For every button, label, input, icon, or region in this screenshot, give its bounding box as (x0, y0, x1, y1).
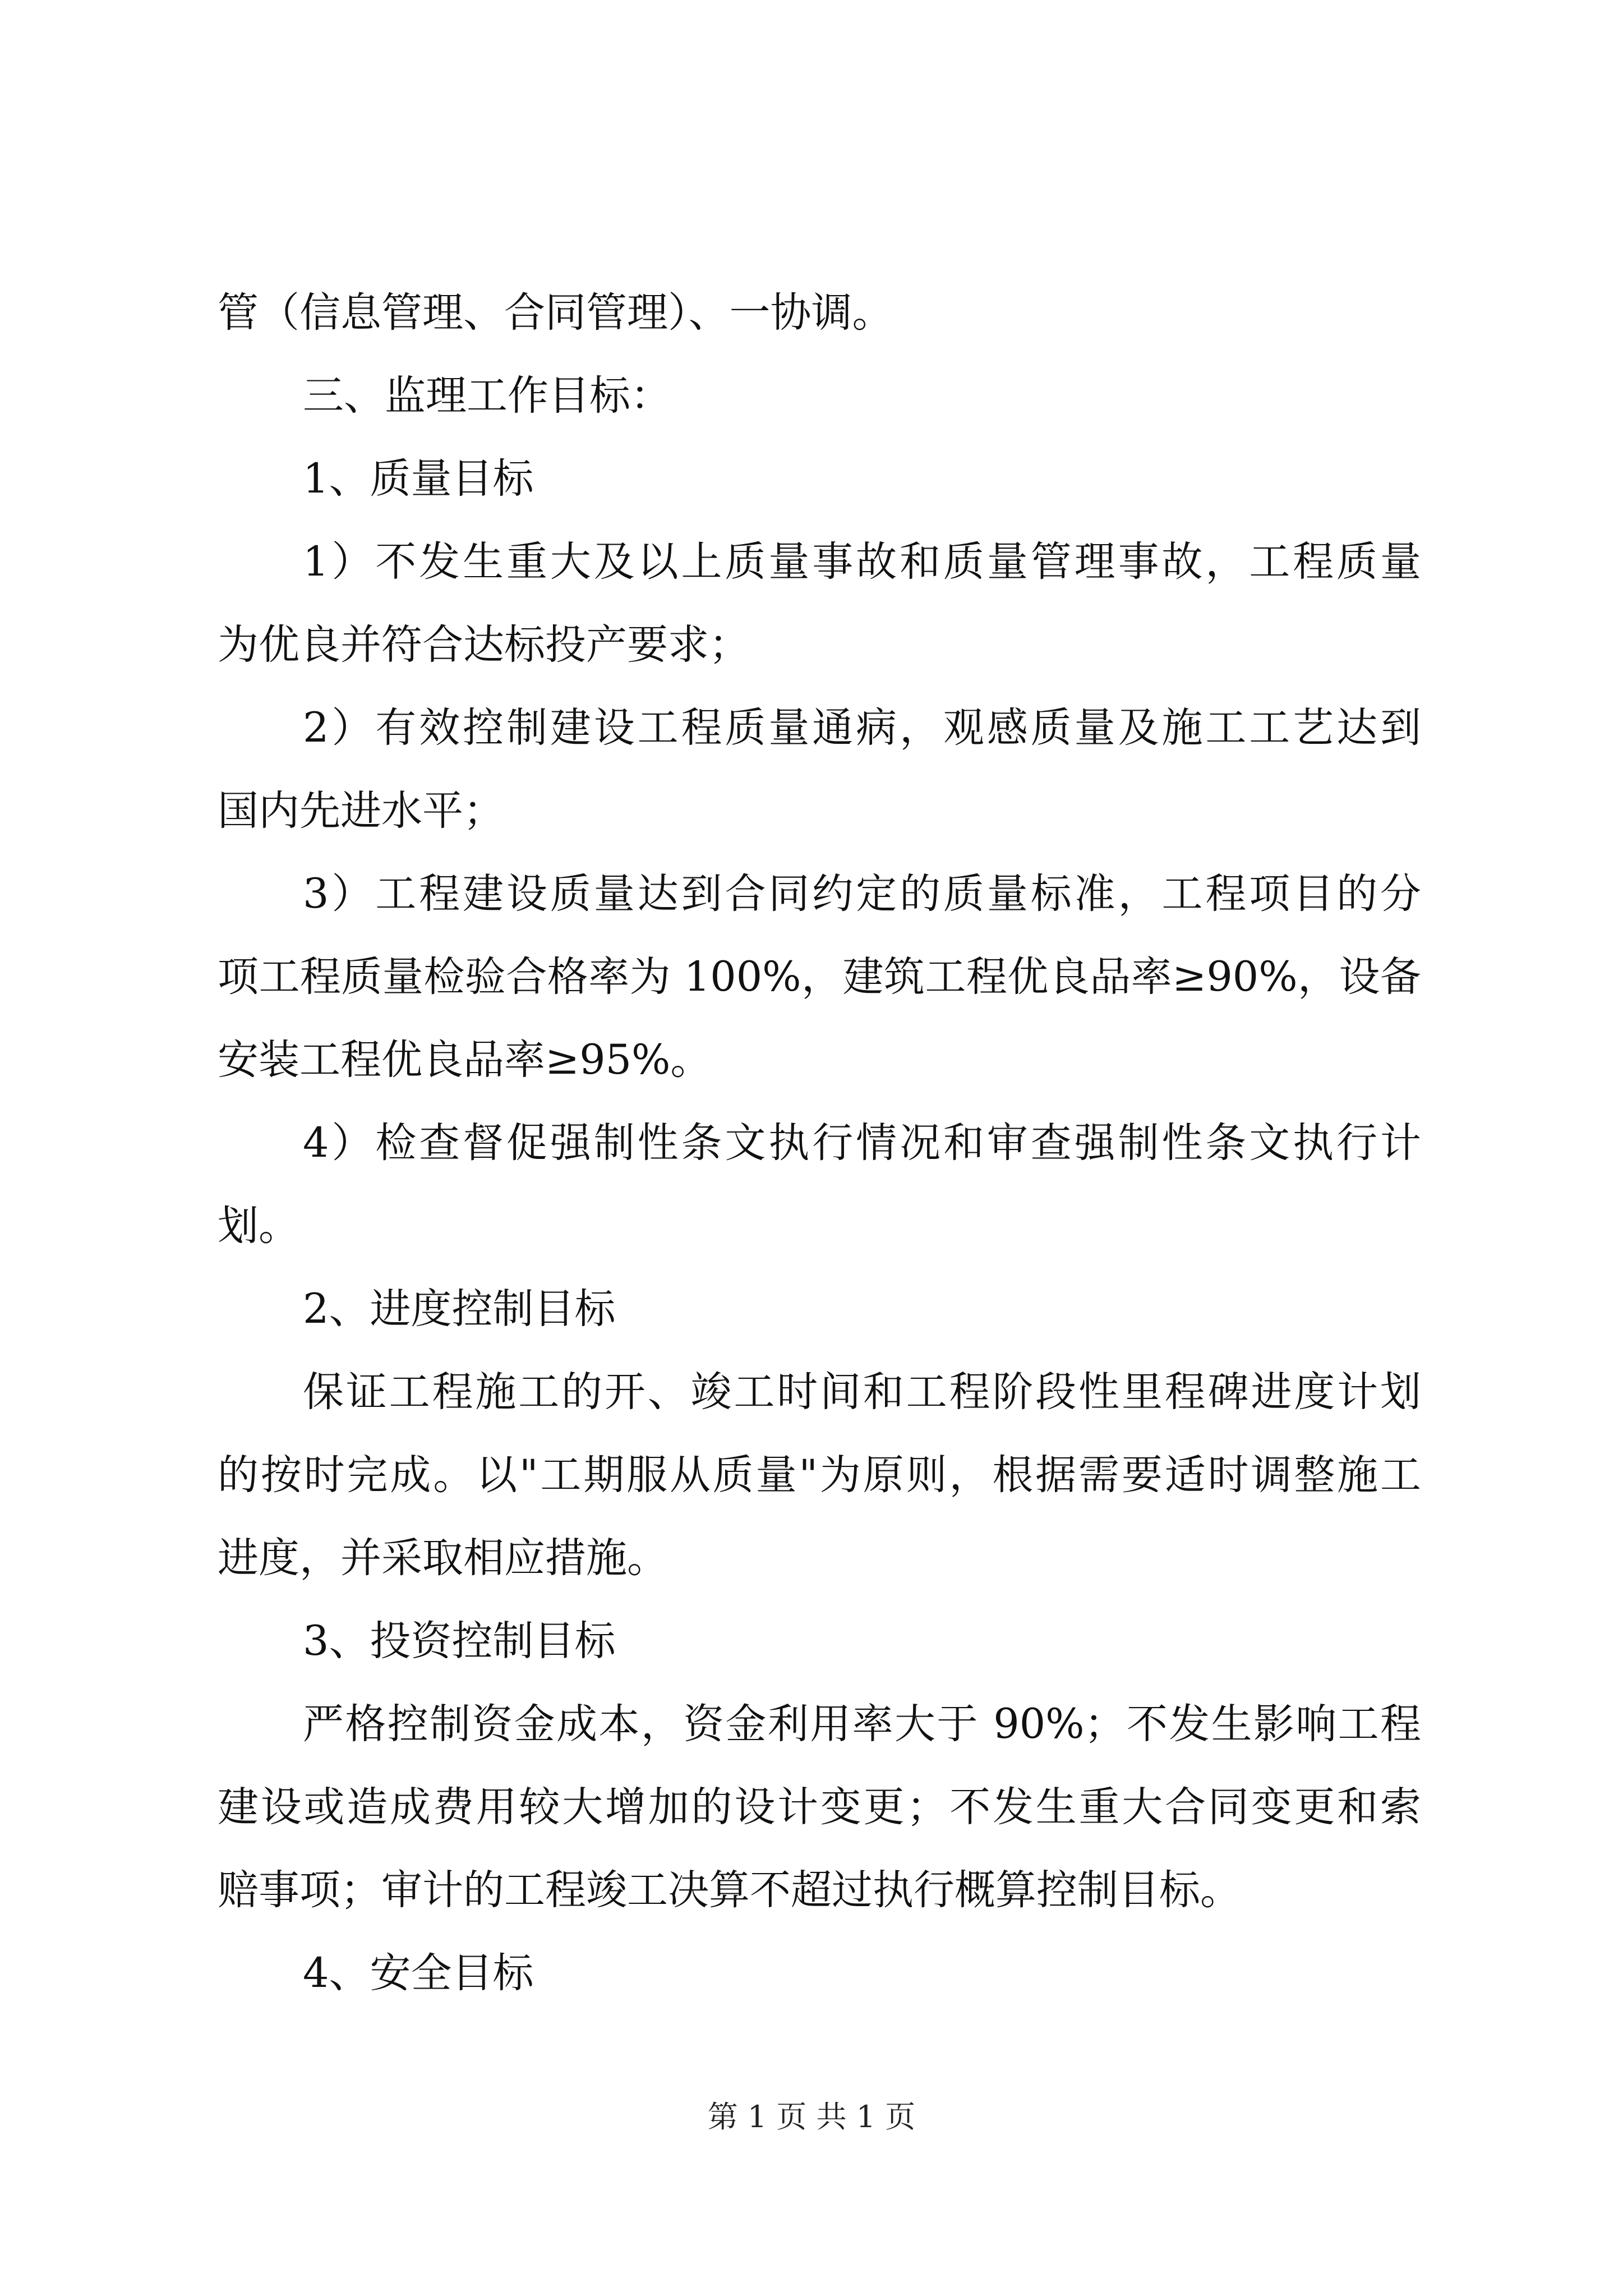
paragraph-line: 划。 (218, 1202, 299, 1250)
paragraph-line: 管（信息管理、合同管理）、一协调。 (218, 289, 893, 337)
paragraph-line: 的按时完成。以"工期服从质量"为原则，根据需要适时调整施工 (218, 1451, 1421, 1499)
paragraph-line: 安装工程优良品率≥95%。 (218, 1036, 712, 1084)
paragraph-line: 赔事项；审计的工程竣工决算不超过执行概算控制目标。 (218, 1866, 1241, 1914)
paragraph-line: 1）不发生重大及以上质量事故和质量管理事故，工程质量 (303, 538, 1421, 586)
subsection-heading-safety: 4、安全目标 (303, 1949, 534, 1997)
paragraph-line: 建设或造成费用较大增加的设计变更；不发生重大合同变更和索 (218, 1783, 1421, 1831)
section-heading-supervision-goals: 三、监理工作目标： (303, 372, 671, 420)
paragraph-line: 项工程质量检验合格率为 100%，建筑工程优良品率≥90%，设备 (218, 953, 1421, 1001)
paragraph-line: 2）有效控制建设工程质量通病，观感质量及施工工艺达到 (303, 704, 1421, 752)
page-footer: 第 1 页 共 1 页 (707, 2099, 916, 2134)
paragraph-line: 3）工程建设质量达到合同约定的质量标准，工程项目的分 (303, 870, 1421, 918)
paragraph-line: 国内先进水平； (218, 787, 504, 835)
paragraph-line: 严格控制资金成本，资金利用率大于 90%；不发生影响工程 (303, 1700, 1421, 1748)
paragraph-line: 进度，并采取相应措施。 (218, 1534, 668, 1582)
paragraph-line: 4）检查督促强制性条文执行情况和审查强制性条文执行计 (303, 1119, 1421, 1167)
subsection-heading-schedule: 2、进度控制目标 (303, 1285, 616, 1333)
paragraph-line: 保证工程施工的开、竣工时间和工程阶段性里程碑进度计划 (303, 1368, 1421, 1416)
subsection-heading-investment: 3、投资控制目标 (303, 1617, 616, 1665)
subsection-heading-quality: 1、质量目标 (303, 455, 534, 503)
paragraph-line: 为优良并符合达标投产要求； (218, 621, 750, 669)
